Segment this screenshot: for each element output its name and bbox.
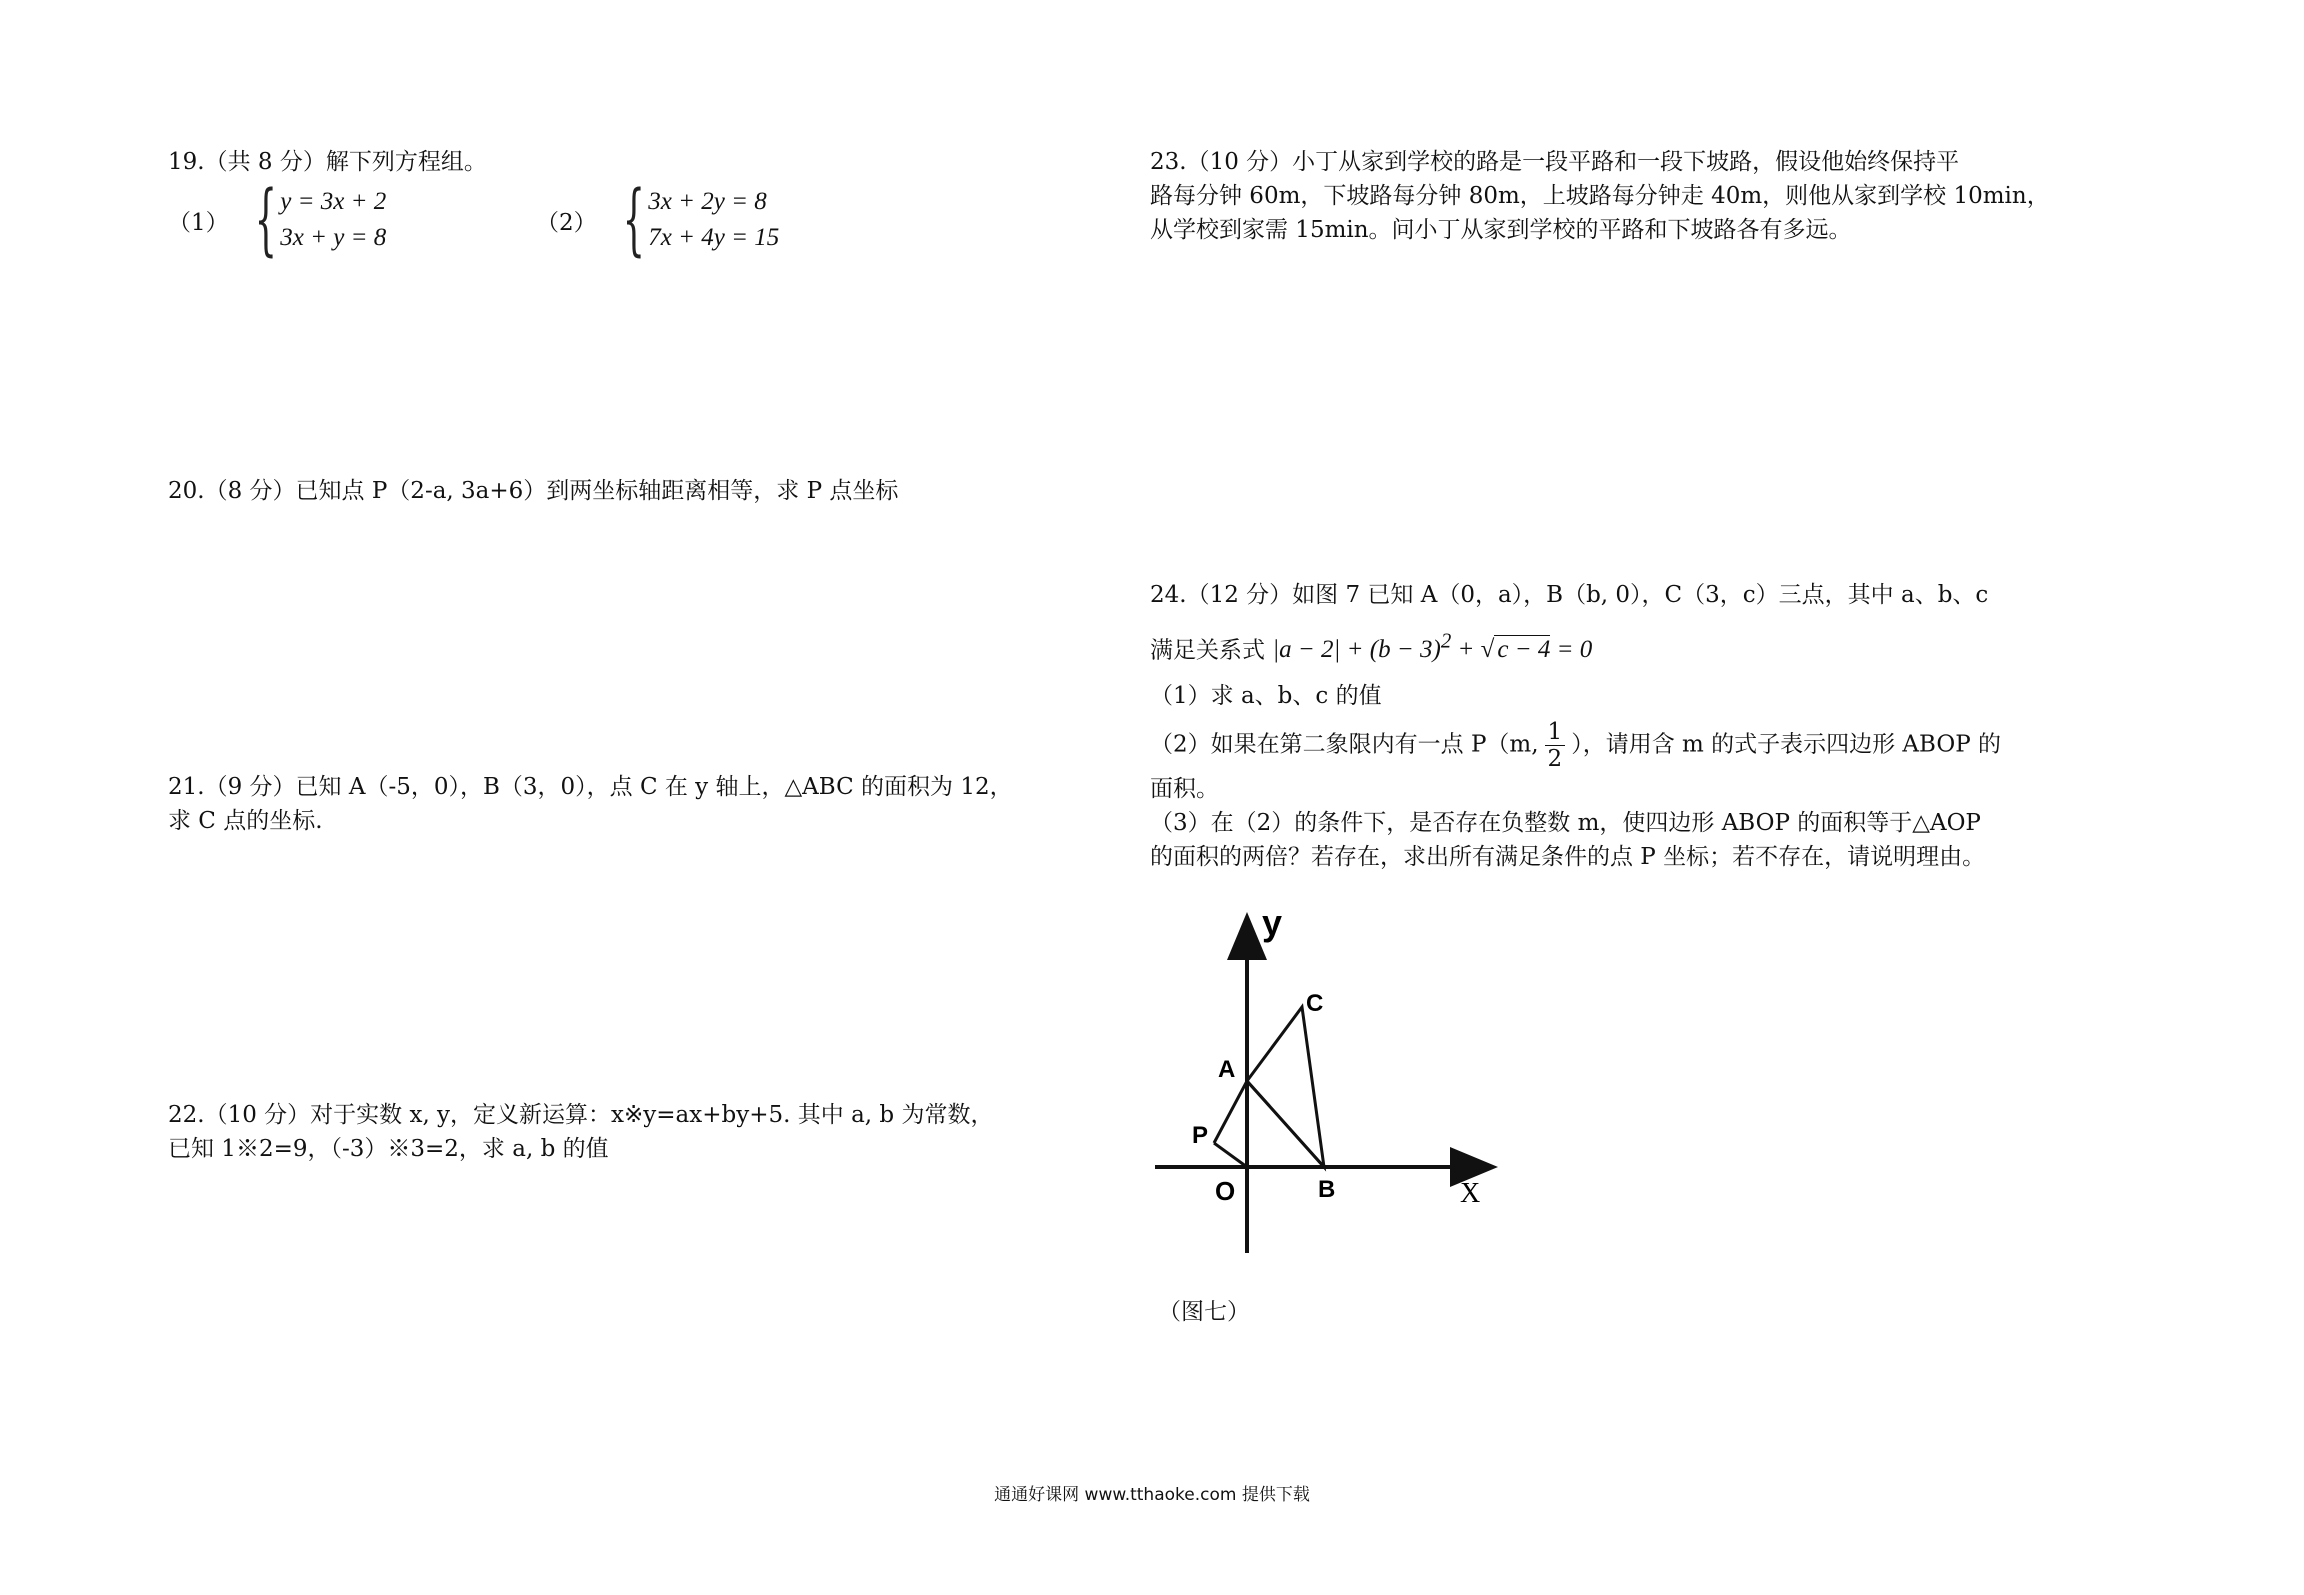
q24-block	[1150, 572, 2001, 874]
q23-line3: 从学校到家需 15min。问小丁从家到学校的平路和下坡路各有多远。	[1150, 217, 1852, 243]
q23-block	[1150, 145, 2050, 247]
figure-7	[1150, 895, 1510, 1255]
q21-line1: 21.（9 分）已知 A（-5，0），B（3，0），点 C 在 y 轴上，△ABC 的面积为 12，	[168, 774, 1013, 800]
q24-line1: 24.（12 分）如图 7 已知 A（0，a），B（b, 0），C（3，c）三点，其中 a、b、c	[1150, 582, 1989, 608]
q20-text: 20.（8 分）已知点 P（2-a, 3a+6）到两坐标轴距离相等，求 P 点坐标	[168, 478, 899, 504]
q24-formula: $|a - 2| + (b - 3)^2$ + √ c − 4 = 0	[1272, 629, 1593, 664]
label-y: y	[1262, 902, 1283, 943]
q19-title: 19.（共 8 分）解下列方程组。	[168, 149, 487, 175]
fraction-one-half: $\frac{1}{2}$	[1545, 719, 1566, 772]
label-a: A	[1218, 1056, 1236, 1083]
q22-line2: 已知 1※2=9，（-3）※3=2，求 a, b 的值	[168, 1136, 609, 1162]
q19-2-eq2: 7x + 4y = 15	[648, 224, 780, 251]
segment-po	[1214, 1143, 1247, 1167]
q24-part3-line2: 的面积的两倍？若存在，求出所有满足条件的点 P 坐标；若不存在，请说明理由。	[1150, 844, 1986, 871]
q19-1-eq2: 3x + y = 8	[280, 224, 387, 251]
q22-line1: 22.（10 分）对于实数 x, y，定义新运算：x※y=ax+by+5. 其中 a, b 为常数，	[168, 1102, 994, 1128]
coordinate-figure	[1150, 895, 1510, 1255]
q24-part2-line2: 面积。	[1150, 776, 1219, 803]
q23-line1: 23.（10 分）小丁从家到学校的路是一段平路和一段下坡路，假设他始终保持平	[1150, 149, 1960, 175]
q19-label-1: （1）	[168, 209, 229, 236]
sqrt-icon: √	[1480, 636, 1495, 664]
label-o: O	[1215, 1176, 1236, 1206]
figure-caption: （图七）	[1158, 1299, 1250, 1325]
q19-2-eq1: 3x + 2y = 8	[648, 188, 767, 215]
q24-line2: 满足关系式 $|a - 2| + (b - 3)^2$ + √ c − 4 = 0	[1150, 629, 1593, 664]
label-b: B	[1318, 1176, 1336, 1203]
q19-label-2: （2）	[536, 209, 597, 236]
triangle-abc	[1247, 1007, 1324, 1167]
label-x: X	[1460, 1178, 1481, 1209]
q21-line2: 求 C 点的坐标.	[168, 808, 323, 834]
q23-line2: 路每分钟 60m，下坡路每分钟 80m，上坡路每分钟走 40m，则他从家到学校 10min，	[1150, 183, 2050, 209]
q21-block	[168, 770, 1013, 838]
brace-icon: {	[254, 175, 277, 265]
footer: 通通好课网 www.tthaoke.com 提供下载	[994, 1485, 1310, 1505]
brace-icon: {	[622, 175, 645, 265]
q24-part3-line1: （3）在（2）的条件下，是否存在负整数 m，使四边形 ABOP 的面积等于△AOP	[1150, 810, 1981, 837]
label-p: P	[1192, 1122, 1209, 1149]
segment-ap	[1214, 1081, 1247, 1143]
q19-system-2	[536, 175, 780, 265]
q22-block	[168, 1098, 993, 1166]
label-c: C	[1306, 990, 1324, 1017]
q19-1-eq1: y = 3x + 2	[280, 188, 387, 215]
q24-part1: （1）求 a、b、c 的值	[1150, 683, 1382, 710]
q19-system-1	[168, 175, 387, 265]
q24-part2: （2）如果在第二象限内有一点 P（m, $\frac{1}{2}$ ），请用含 m 的式子表示四边形 ABOP 的	[1150, 719, 2002, 773]
